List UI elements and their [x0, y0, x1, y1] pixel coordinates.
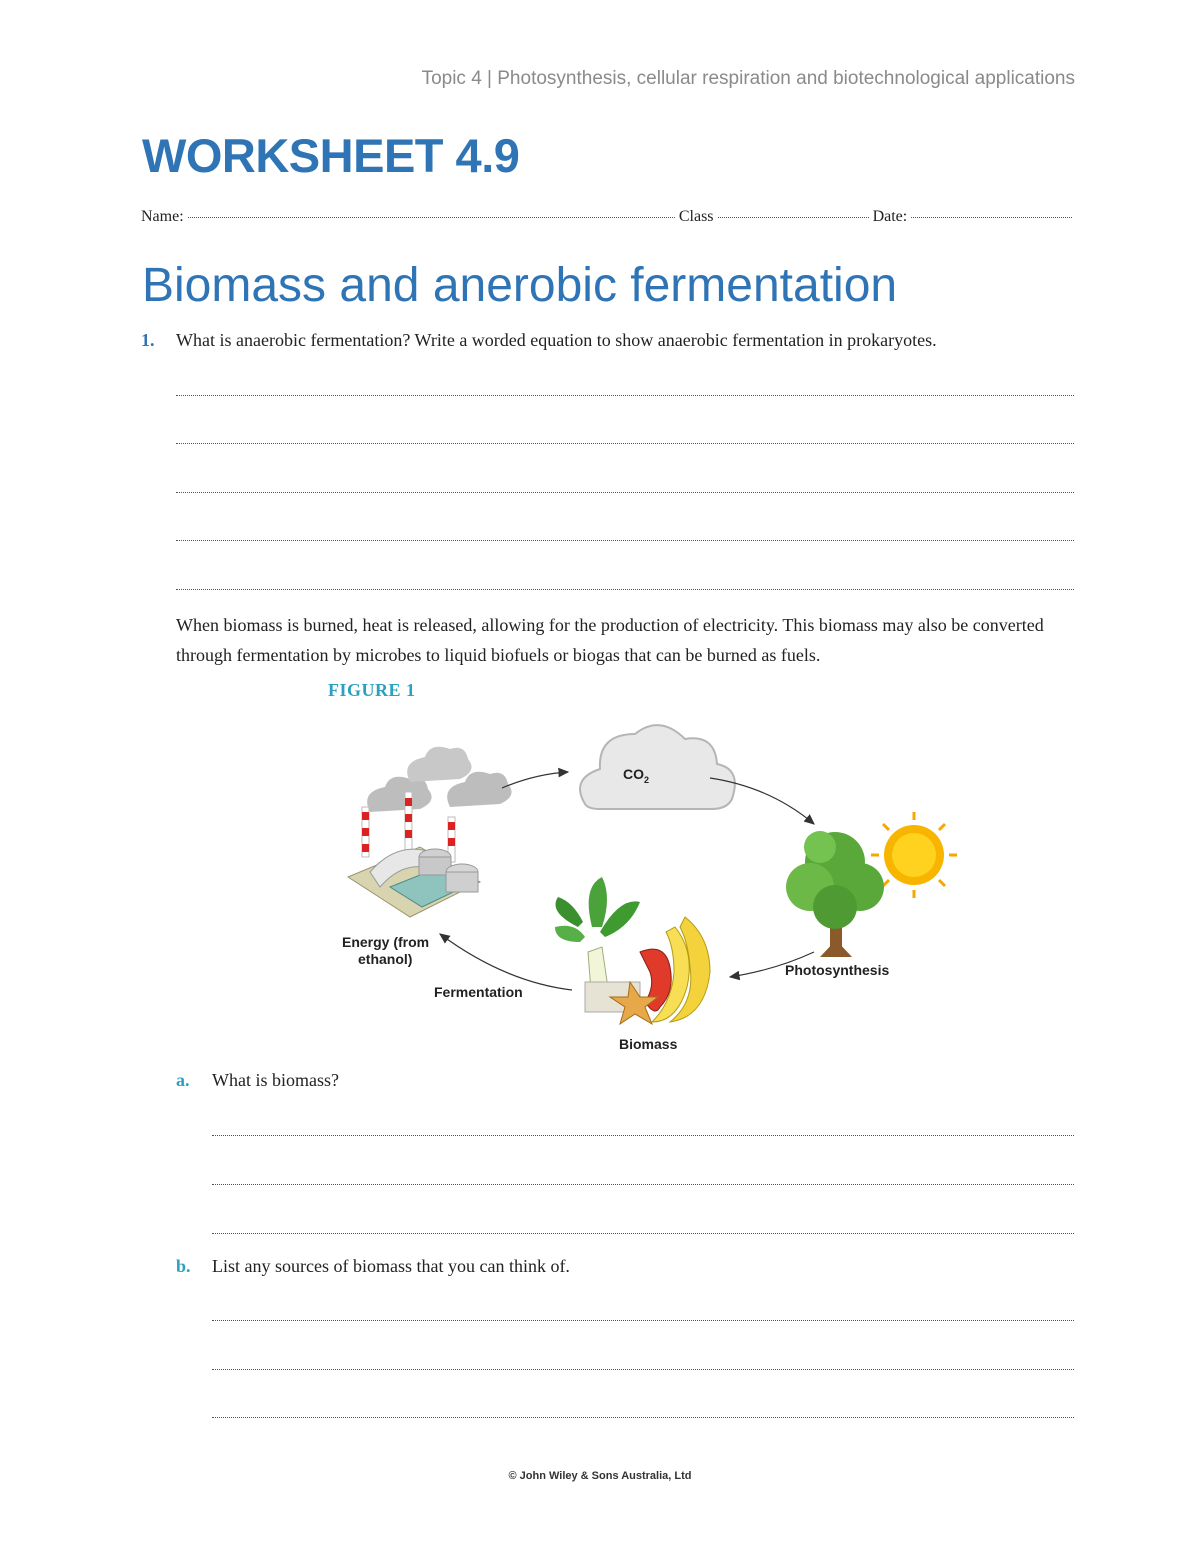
class-field[interactable]	[718, 216, 869, 218]
photosynthesis-label: Photosynthesis	[785, 962, 890, 978]
answer-line[interactable]	[176, 540, 1074, 541]
question-1-text: What is anaerobic fermentation? Write a worded equation to show anaerobic fermentation in prokaryotes.	[176, 330, 937, 350]
answer-line[interactable]	[212, 1233, 1074, 1234]
answer-line[interactable]	[176, 395, 1074, 396]
question-1-number: 1.	[141, 330, 155, 350]
co2-label: $CO_2$	[623, 766, 650, 785]
answer-line[interactable]	[212, 1320, 1074, 1321]
class-label: Class	[678, 208, 714, 225]
biomass-label: Biomass	[619, 1036, 678, 1052]
name-field[interactable]	[188, 216, 675, 218]
answer-line[interactable]	[212, 1369, 1074, 1370]
question-a-text: What is biomass?	[212, 1070, 339, 1090]
answer-line[interactable]	[176, 492, 1074, 493]
question-b-text: List any sources of biomass that you can think of.	[212, 1256, 570, 1276]
cloud-icon	[580, 725, 735, 809]
biomass-food-icon	[555, 877, 710, 1024]
answer-line[interactable]	[212, 1184, 1074, 1185]
tree-icon	[786, 831, 884, 957]
date-label: Date:	[872, 208, 908, 225]
answer-line[interactable]	[176, 443, 1074, 444]
copyright-footer: © John Wiley & Sons Australia, Ltd	[508, 1470, 692, 1482]
fermentation-label: Fermentation	[434, 984, 523, 1000]
figure-label: FIGURE 1	[328, 680, 416, 700]
answer-line[interactable]	[176, 589, 1074, 590]
section-heading: Biomass and anerobic fermentation	[142, 259, 898, 312]
energy-label-line2: ethanol)	[358, 951, 413, 967]
carbon-cycle-diagram	[330, 712, 960, 1062]
question-a-letter: a.	[176, 1070, 190, 1090]
answer-line[interactable]	[212, 1135, 1074, 1136]
answer-line[interactable]	[212, 1417, 1074, 1418]
student-details-row	[141, 208, 1076, 226]
name-label: Name:	[141, 208, 184, 225]
biomass-paragraph: When biomass is burned, heat is released, allowing for the production of electricity. This biomass may also be converted through fermentation by microbes to liquid biofuels or biogas that can be burned as fuels.	[176, 615, 1044, 665]
worksheet-title: WORKSHEET 4.9	[142, 129, 520, 182]
date-field[interactable]	[911, 216, 1072, 218]
factory-icon	[348, 747, 512, 917]
energy-label-line1: Energy (from	[342, 934, 430, 950]
topic-header: Topic 4 | Photosynthesis, cellular respiration and biotechnological applications	[421, 68, 1075, 89]
question-b-letter: b.	[176, 1256, 191, 1276]
